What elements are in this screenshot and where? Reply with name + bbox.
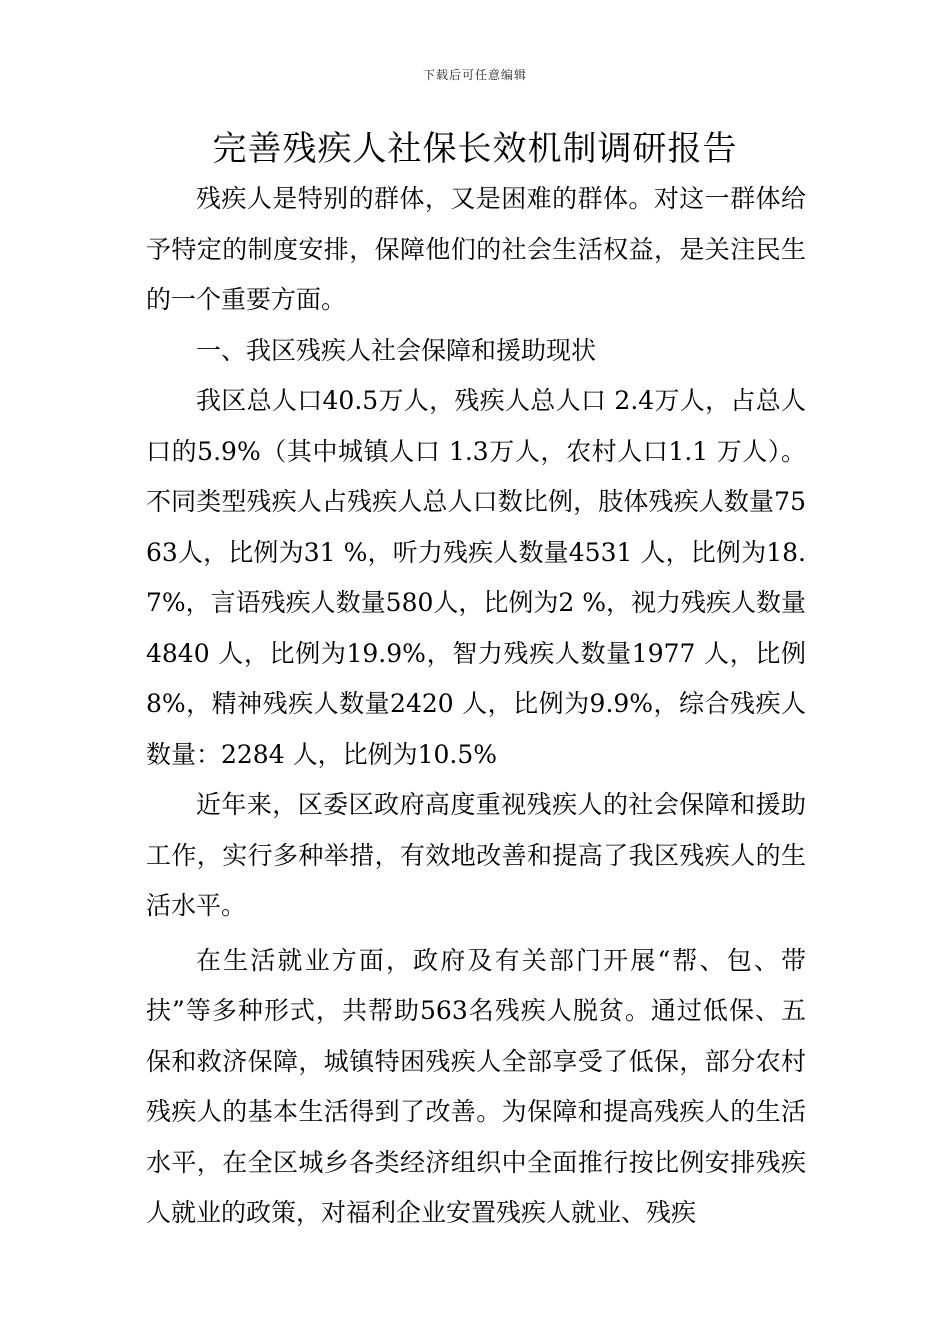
paragraph-overview: 近年来，区委区政府高度重视残疾人的社会保障和援助工作，实行多种举措，有效地改善和提高了我区残疾人的生活水平。 xyxy=(146,790,806,920)
document-title: 完善残疾人社保长效机制调研报告 xyxy=(212,129,738,169)
paragraph-intro: 残疾人是特别的群体，又是困难的群体。对这一群体给予特定的制度安排，保障他们的社会生活权益，是关注民生的一个重要方面。 xyxy=(146,184,806,314)
paragraph-employment: 在生活就业方面，政府及有关部门开展“帮、包、带扶”等多种形式，共帮助563名残疾人脱贫。通过低保、五保和救济保障，城镇特困残疾人全部享受了低保，部分农村残疾人的基本生活得到了改善。为保障和提高残疾人的生活水平，在全区城乡各类经济组织中全面推行按比例安排残疾人就业的政策，对福利企业安置残疾人就业、残疾 xyxy=(146,945,806,1227)
section-heading: 一、我区残疾人社会保障和援助现状 xyxy=(196,335,597,365)
document-body xyxy=(146,174,806,1239)
paragraph-statistics: 我区总人口40.5万人，残疾人总人口 2.4万人，占总人口的5.9%（其中城镇人口 1.3万人，农村人口1.1 万人）。不同类型残疾人占残疾人总人口数比例，肢体残疾人数量7563人，比例为31 %，听力残疾人数量4531 人，比例为18.7%，言语残疾人数量580人，比例为2 %，视力残疾人数量4840 人，比例为19.9%，智力残疾人数量1977 人，比例8%，精神残疾人数量2420 人，比例为9.9%，综合残疾人数量：2284 人，比例为10.5% xyxy=(146,386,806,769)
header-note: 下载后可任意编辑 xyxy=(422,68,527,82)
